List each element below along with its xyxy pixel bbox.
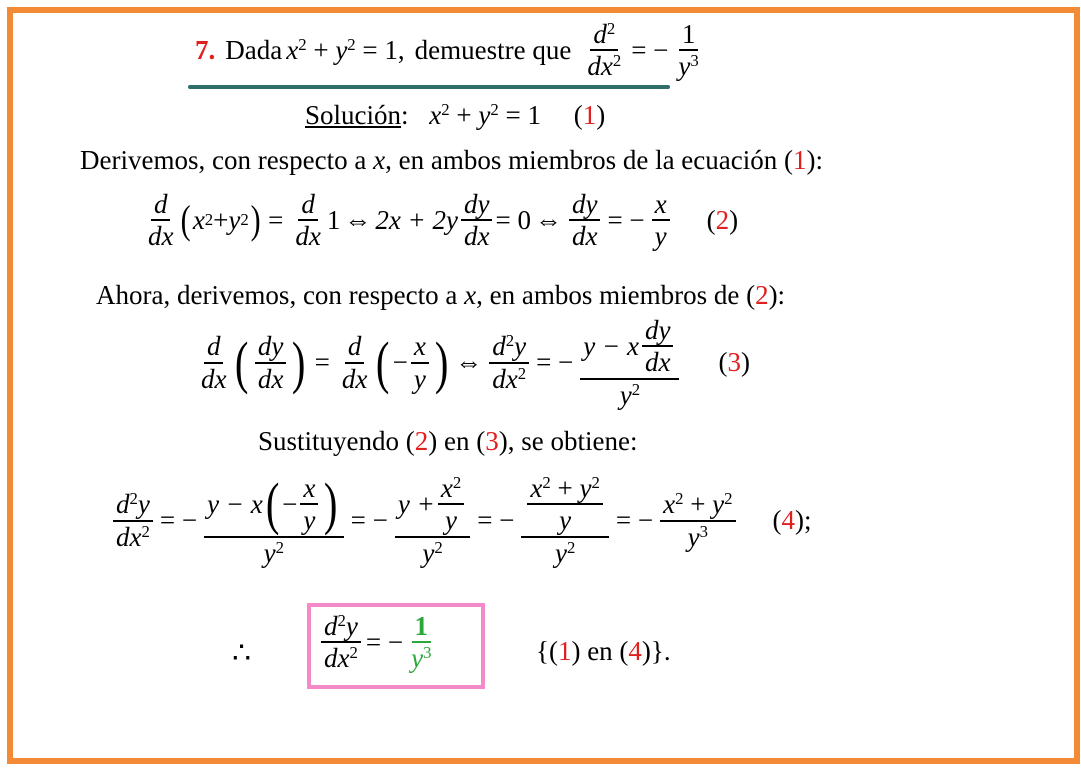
equation-3: $\frac{d}{dx}$ ( $\frac{dy}{dx}$ ) = $\frac{d}{dx}$ ( − $\frac{x}{y}$ ) ⇔ $\frac{d^2y}{dx^2}$ = − y − x $\frac{dy}{dx}$ $y^2$ (3) [201,315,750,410]
solution-label: Solución [305,100,402,130]
text-line-3: Sustituyendo (2) en (3), se obtiene: [258,426,638,456]
title-underline [188,85,670,89]
solution-equation: $x^2 + y^2 = 1$ [429,99,541,130]
equation-2: $\frac{d}{dx}$ ( x 2 + y 2 ) = $\frac{d}{dx}$ 1 ⇔ 2x + 2y $\frac{dy}{dx}$ = 0 ⇔ $\frac{dy}{dx}$ = − $\frac{x}{y}$ (2) [148,189,739,252]
target-rhs: $\frac{1}{y^3}$ [678,19,699,82]
problem-number: 7. [195,34,216,65]
therefore-symbol: ∴ [232,637,252,670]
solution-line: Solución: $x^2 + y^2 = 1$ (1) [305,99,606,130]
equation-4: $\frac{d^2y}{dx^2}$ = − y − x ( − $\frac{x}{y}$ ) $y^2$ = − y + $\frac{x^2}{y}$ $y^2$ = − $\frac{\frac{x^2 + y^2}{y}}{y^2}$ = − $\frac{x^2 + y^2}{y^3}$ (4); [110,474,812,567]
equation-tag-1: (1) [573,100,606,130]
target-derivative: $\frac{d^2}{dx^2}$ [587,18,622,82]
given-equation: $x^2 + y^2 = 1$, [286,34,405,65]
prove-word: demuestre que [414,34,572,65]
equation-tag-4: (4); [772,505,812,536]
text-line-1: Derivemos, con respecto a x, en ambos miembros de la ecuación (1): [80,145,823,175]
equation-tag-3: (3) [718,347,750,378]
equation-tag-2: (2) [706,204,739,235]
given-word: Dada [225,34,283,65]
text-line-2: Ahora, derivemos, con respecto a x, en ambos miembros de (2): [96,280,786,310]
conclusion-note: {(1) en (4)}. [536,636,671,666]
final-answer: $\frac{d^2y}{dx^2}$ = − $\frac{1}{y^3}$ [318,612,437,673]
problem-statement: 7. Dada $x^2 + y^2 = 1$, demuestre que $\frac{d^2}{dx^2}$ = − $\frac{1}{y^3}$ [195,20,705,81]
